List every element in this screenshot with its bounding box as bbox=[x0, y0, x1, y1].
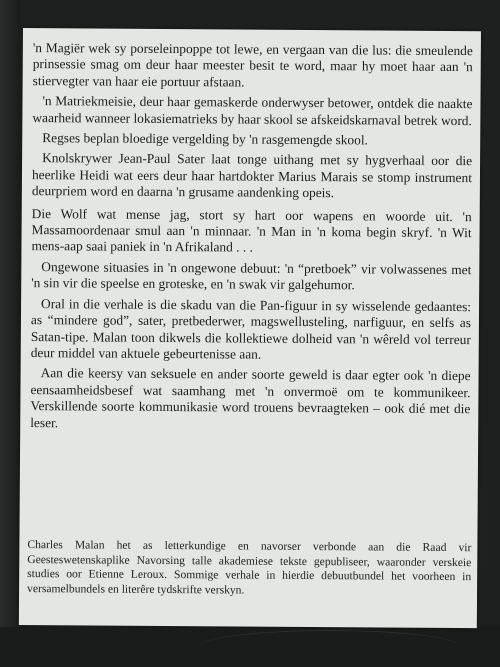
book-edge-left bbox=[0, 0, 20, 667]
author-bio bbox=[27, 538, 471, 599]
blurb-paragraph-3: Regses beplan bloedige vergelding by 'n rasgemengde skool. bbox=[42, 130, 368, 148]
blurb-paragraph-1: 'n Magiër wek sy porseleinpoppe tot lewe, en vergaan van die lus: die smeulende prinsessie smag om deur haar meester besit te word, maar hy moet haar aan 'n stiervegter van haar eie portuur afstaan. bbox=[32, 40, 473, 90]
decorative-swirl bbox=[200, 630, 460, 663]
blurb-text bbox=[30, 40, 473, 438]
blurb-paragraph-6: Ongewone situasies in 'n ongewone debuut: 'n “pretboek” vir volwassenes met 'n sin vir die speelse en groteske, en 'n swak vir galgehumor. bbox=[31, 259, 472, 293]
back-cover-text-panel bbox=[19, 28, 481, 628]
blurb-paragraph-4: Knolskrywer Jean-Paul Sater laat tonge uithang met sy hygverhaal oor die heerlike Heidi wat eers deur haar hartdokter Marius Marais se stomp instrument deurpriem word en daarna 'n grusame aandenking opeis. bbox=[31, 150, 473, 201]
blurb-paragraph-5: Die Wolf wat mense jag, stort sy hart oor wapens en woorde uit. 'n Massamoordenaar smul aan 'n minnaar. 'n Man in 'n koma begin skryf. 'n Wit mens-aap saai paniek in 'n Afrikaland . . . bbox=[31, 205, 472, 256]
blurb-paragraph-8: Aan die keersy van seksuele en ander soorte geweld is daar egter ook 'n diepe eensaamheidsbesef wat saamhang met 'n onvermoë om te kommunikeer. Verskillende soorte kommunikasie word trouens bevraagteken – ook dié met die leser. bbox=[30, 365, 471, 430]
blurb-paragraph-2: 'n Matriekmeisie, deur haar gemaskerde onderwyser betower, ontdek die naakte waarheid wanneer lokasiematrieks by haar skool se afskeidskarnaval betrek word. bbox=[32, 93, 473, 128]
author-bio-text: Charles Malan het as letterkundige en navorser verbonde aan die Raad vir Geesteswetenskaplike Navorsing talle akademiese tekste gepubliseer, waaronder verskeie studies oor Etienne Leroux. Sommige verhale in hierdie debuutbundel het voorheen in versamelbundels en literêre tydskrifte verskyn. bbox=[27, 538, 472, 597]
book-edge-bottom bbox=[0, 627, 500, 667]
blurb-paragraph-7: Oral in die verhale is die skadu van die Pan-figuur in sy wisselende gedaantes: as “mindere god”, sater, pretbederwer, magswellusteling, narfiguur, en selfs as Satan-tipe. Malan toon dikwels die kollektiewe dolheid van 'n wêreld vol terreur deur middel van aktuele gebeurtenisse aan. bbox=[30, 295, 472, 362]
